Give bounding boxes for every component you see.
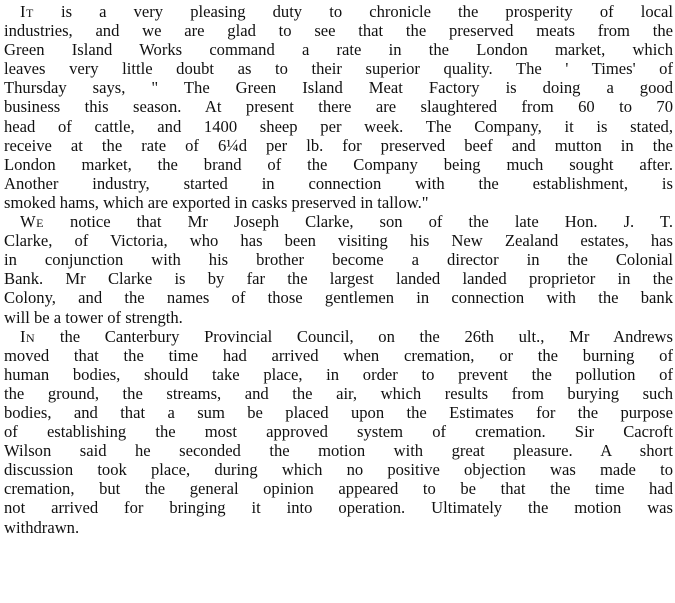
article-line: of establishing the most approved system of cremation. Sir Cacroft	[4, 422, 673, 442]
article-line: discussion took place, during which no positive objection was made to	[4, 460, 673, 480]
article-line	[4, 327, 673, 346]
paragraph-colonial-bank	[4, 212, 673, 327]
article-line: London market, the brand of the Company being much sought after.	[4, 154, 673, 174]
article-line-text: the Canterbury Provincial Council, on the 26th ult., Mr Andrews	[35, 326, 673, 346]
article-line: receive at the rate of 6¼d per lb. for preserved beef and mutton in the	[4, 135, 673, 155]
paragraph-lead-word: In	[20, 326, 36, 346]
article-line: moved that the time had arrived when cremation, or the burning of	[4, 345, 673, 365]
article-line: the ground, the streams, and the air, which results from burying such	[4, 383, 673, 403]
article-line: bodies, and that a sum be placed upon the Estimates for the purpose	[4, 402, 673, 422]
article-line: Green Island Works command a rate in the London market, which	[4, 40, 673, 60]
article-line	[4, 212, 673, 231]
article-line: Wilson said he seconded the motion with great pleasure. A short	[4, 441, 673, 461]
article-line: industries, and we are glad to see that the preserved meats from the	[4, 21, 673, 41]
paragraph-meat-factory	[4, 2, 673, 212]
article-line: Bank. Mr Clarke is by far the largest landed landed proprietor in the	[4, 269, 673, 289]
article-line: Clarke, of Victoria, who has been visiting his New Zealand estates, has	[4, 231, 673, 251]
article-line: smoked hams, which are exported in casks preserved in tallow."	[4, 192, 429, 212]
article-line-text: is a very pleasing duty to chronicle the prosperity of local	[33, 2, 673, 21]
article-line: Colony, and the names of those gentlemen in connection with the bank	[4, 288, 673, 308]
article-line: Thursday says, " The Green Island Meat Factory is doing a good	[4, 78, 673, 98]
article-line: Another industry, started in connection with the establishment, is	[4, 173, 673, 193]
article-line: leaves very little doubt as to their superior quality. The ' Times' of	[4, 59, 673, 79]
article-line	[4, 2, 673, 21]
article-line: in conjunction with his brother become a director in the Colonial	[4, 250, 673, 270]
paragraph-lead-word: It	[20, 2, 34, 21]
article-line: not arrived for bringing it into operation. Ultimately the motion was	[4, 498, 673, 518]
article-line: will be a tower of strength.	[4, 307, 183, 327]
paragraph-cremation	[4, 327, 673, 537]
article-line: cremation, but the general opinion appeared to be that the time had	[4, 479, 673, 499]
paragraph-lead-word: We	[20, 212, 44, 232]
article-line: human bodies, should take place, in order to prevent the pollution of	[4, 364, 673, 384]
article-line: business this season. At present there are slaughtered from 60 to 70	[4, 97, 673, 117]
article-line: withdrawn.	[4, 517, 80, 537]
article-line-text: notice that Mr Joseph Clarke, son of the late Hon. J. T.	[44, 212, 673, 232]
article-line: head of cattle, and 1400 sheep per week. The Company, it is stated,	[4, 116, 673, 136]
